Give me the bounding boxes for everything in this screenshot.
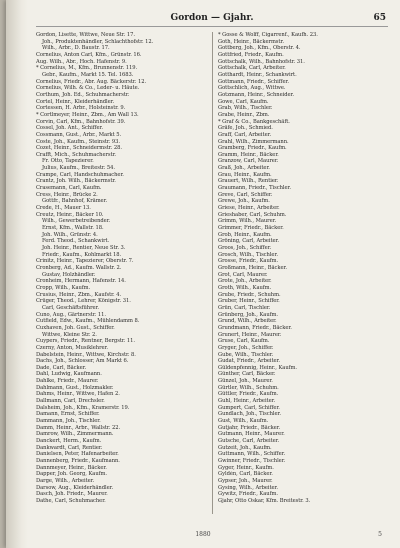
directory-entry: Cozet, Heinr., Schneidermstr. 28.: [36, 145, 122, 152]
directory-entry: Gowe, Carl, Kaufm.: [218, 98, 269, 105]
directory-entry: Gramm, Heinr., Bäcker.: [218, 151, 279, 158]
directory-entry: Gudat, Friedr., Arbeiter.: [218, 358, 281, 365]
directory-entry: Günther, Carl, Bäcker.: [218, 371, 276, 378]
directory-entry: Gotzmann, Heinr., Schneider.: [218, 91, 294, 98]
directory-entry: Gutmann, Heinr., Maurer.: [218, 431, 285, 438]
left-column: [36, 32, 208, 514]
directory-entry: Aug. Wilh., Abr., Hoch. Hafenstr. 9.: [36, 58, 127, 65]
directory-entry: Dathe, Carl, Schuhmacher.: [36, 497, 106, 504]
directory-entry: Grau, Heinr., Kaufm.: [218, 171, 272, 178]
directory-entry: Gebr., Kaufm., Markt 15. Tel. 1683.: [42, 71, 134, 78]
directory-entry: Dasch, Joh. Friedr., Maurer.: [36, 491, 108, 498]
directory-entry: Guhl, Heinr., Arbeiter.: [218, 398, 276, 405]
directory-entry: Czerny, Anton, Musiklehrer.: [36, 344, 109, 351]
directory-entry: Grube, Friedr., Schuhm.: [218, 291, 281, 298]
directory-entry: Cornelius, Anton Carl, Kfm., Grünstr. 16.: [36, 51, 142, 58]
directory-entry: Grund, Wilh., Arbeiter.: [218, 318, 277, 325]
directory-entry: Dannmeyer, Heinr., Bäcker.: [36, 464, 107, 471]
directory-entry: Gypser, Joh., Maurer.: [218, 477, 273, 484]
directory-entry: Crantz, Joh. Wilh., Bäckermstr.: [36, 178, 116, 185]
directory-entry: Grosch, Wilh., Tischler.: [218, 251, 278, 258]
directory-entry: Granzow, Carl, Maurer.: [218, 158, 279, 165]
directory-entry: Crusius, Heinr., Zbm., Kaufstr. 4.: [36, 291, 122, 298]
directory-entry: Gutjahr, Friedr., Bäcker.: [218, 424, 281, 431]
directory-entry: Cress, Heinr., Brücke 2.: [36, 191, 98, 198]
directory-entry: * Cornelius, M., Kfm., Brunnenstr. 119.: [36, 65, 138, 72]
directory-entry: Cossel, Joh. Ant., Schiffer.: [36, 125, 103, 132]
directory-entry: Cronberg, Ad., Kaufm. Wallstr. 2.: [36, 264, 122, 271]
directory-entry: Grabe, Heinr., Zbm.: [218, 111, 270, 118]
directory-entry: Dachs, Joh., Schlosser, Am Markt 6.: [36, 358, 129, 365]
directory-entry: Grünberg, Joh., Kaufm.: [218, 311, 278, 318]
directory-entry: Danielsen, Peter, Hafenarbeiter.: [36, 451, 119, 458]
running-head: Gordon — Gjahr.: [170, 13, 254, 23]
directory-entry: Wilh., Arbr., D. Baustr. 17.: [42, 45, 110, 52]
directory-entry: Gwinner, Friedr., Tischler.: [218, 458, 286, 464]
directory-entry: Grahl, Wilh., Zimmermann.: [218, 138, 289, 145]
directory-entry: Gräfe, Joh., Schmied.: [218, 125, 273, 132]
directory-entry: Guttmann, Wilh., Schiffer.: [218, 451, 286, 458]
directory-entry: Gruber, Heinr., Schiffer.: [218, 298, 280, 305]
directory-entry: Gywitz, Friedr., Kaufm.: [218, 491, 278, 498]
directory-entry: Creutz, Heinr., Bäcker 10.: [36, 211, 104, 218]
directory-entry: Wittwe, Kleine Str. 2.: [42, 331, 97, 338]
directory-entry: Grot, Carl, Maurer.: [218, 271, 268, 278]
directory-entry: Grün, Carl, Tischler.: [218, 304, 271, 311]
directory-entry: Corthum, Joh. Ed., Schuhmacherstr.: [36, 91, 130, 98]
directory-entry: Grunert, Heinr., Maurer.: [218, 331, 282, 338]
directory-entry: Cutfield, Edw., Kaufm., Mühlendamm 8.: [36, 318, 140, 325]
directory-entry: Großmann, Heinr., Bäcker.: [218, 264, 287, 271]
directory-entry: Gysing, Wilh., Arbeiter.: [218, 484, 278, 491]
directory-entry: Grewe, Joh., Kaufm.: [218, 198, 270, 205]
directory-entry: Grote, Joh., Arbeiter.: [218, 278, 272, 285]
directory-entry: Grauert, Wilh., Rentier.: [218, 178, 279, 185]
directory-entry: Gottfried, Friedr., Kaufm.: [218, 51, 284, 58]
directory-entry: Gürtler, Wilh., Schuhm.: [218, 384, 279, 391]
directory-entry: Griese, Heinr., Arbeiter.: [218, 205, 280, 212]
directory-entry: Gordon, Lisette, Wittwe, Neue Str. 17.: [36, 32, 135, 38]
directory-entry: Cornelius, Friedr., Abr. Aug. Bäckerstr. 12.: [36, 78, 147, 85]
directory-entry: Damrow, Wilh., Zimmermann.: [36, 431, 114, 438]
directory-entry: Cortel, Heinr., Kleiderhändler.: [36, 98, 115, 105]
directory-entry: Gustav, Holzhändler.: [42, 271, 96, 278]
directory-entry: Crasemann, Carl, Kaufm.: [36, 185, 102, 192]
directory-entry: Grab, Wilh., Tischler.: [218, 105, 273, 112]
directory-page: [6, 0, 400, 548]
directory-entry: Cuxhaven, Joh. Gust., Schiffer.: [36, 324, 115, 331]
directory-entry: Damann, Ernst, Schiffer.: [36, 411, 100, 418]
directory-entry: Gottmann, Friedr., Schiffer.: [218, 78, 289, 85]
directory-entry: Gumpert, Carl, Schiffer.: [218, 404, 280, 411]
directory-entry: Crüger, Theod., Lehrer, Königstr. 31.: [36, 298, 131, 305]
directory-entry: Güttler, Friedr., Kaufm.: [218, 391, 279, 398]
directory-entry: Grundmann, Friedr., Bäcker.: [218, 324, 292, 331]
directory-entry: Dapper, Joh. Georg, Kaufm.: [36, 471, 107, 478]
directory-entry: Joh. Wilh., Grünstr. 4.: [42, 231, 98, 238]
directory-entry: Corvin, Carl, Kfm., Bahnhofstr. 39.: [36, 118, 126, 125]
directory-entry: Darge, Wilh., Arbeiter.: [36, 477, 95, 484]
directory-entry: Graumann, Friedr., Tischler.: [218, 185, 291, 192]
directory-entry: Ernst, Kfm., Wallstr. 18.: [42, 225, 104, 232]
directory-entry: Ferd. Theod., Schankwirt.: [42, 238, 110, 245]
directory-entry: Gundlach, Joh., Tischler.: [218, 411, 281, 418]
directory-entry: Groos, Joh., Schiffer.: [218, 245, 272, 251]
directory-entry: Danckert, Herm., Kaufm.: [36, 438, 102, 445]
directory-entry: Grimmer, Friedr., Bäcker.: [218, 225, 284, 232]
directory-entry: Gyldén, Carl, Bäcker.: [218, 471, 273, 478]
directory-entry: Fr. Otto, Tapezierer.: [42, 158, 94, 165]
directory-entry: Julius, Kaufm., Breitestr. 54.: [42, 165, 116, 172]
directory-entry: Darsow, Aug., Kleiderhändler.: [36, 484, 114, 491]
directory-entry: Gottschlich, Aug., Wittwe.: [218, 85, 286, 92]
directory-entry: Gube, Wilh., Tischler.: [218, 351, 274, 358]
directory-entry: Cronheim, Hermann, Hafenstr. 14.: [36, 278, 126, 285]
column-divider: [212, 32, 213, 514]
directory-entry: Wilh., Gewerbetreibender.: [42, 218, 111, 225]
directory-entry: Carl, Geschäftsführer.: [42, 304, 99, 311]
directory-entry: Gottschalk, Carl, Arbeiter.: [218, 65, 286, 72]
directory-entry: Gottberg, Joh., Kfm., Oberstr. 4.: [218, 45, 301, 52]
directory-entry: Friedr., Kaufm., Kohlmarkt 18.: [42, 251, 122, 258]
directory-entry: Grob, Heinr., Kaufm.: [218, 231, 272, 238]
directory-entry: Cropp, Wilh., Kaufm.: [36, 284, 91, 291]
directory-entry: Crinitz, Heinr., Tapezierer, Oberstr. 7.: [36, 258, 134, 265]
directory-entry: Dade, Carl, Bäcker.: [36, 364, 87, 371]
directory-entry: Dahlmann, Gust., Holzmakler.: [36, 384, 114, 391]
directory-entry: Gjahr, Otto Oskar, Kfm. Breitestr. 3.: [218, 497, 311, 504]
directory-entry: Gryger, Joh., Schiffer.: [218, 344, 274, 351]
directory-entry: Greve, Carl, Schiffer.: [218, 191, 273, 198]
directory-entry: Joh. Heinr., Rentier, Neue Str. 3.: [42, 245, 126, 251]
directory-entry: Cossmann, Gust., Arbr., Markt 5.: [36, 131, 122, 138]
directory-entry: Cornelius, Wilh. & Co., Leder- u. Häute.: [36, 85, 140, 92]
directory-entry: Joh., Produktenhändler, Schlachthofstr. 12.: [42, 38, 154, 45]
directory-entry: Crampe, Carl, Handschuhmacher.: [36, 171, 124, 178]
directory-entry: Grimm, Wilh., Maurer.: [218, 218, 277, 225]
directory-entry: Damm, Heinr., Arbr., Wallstr. 22.: [36, 424, 121, 431]
directory-entry: Dalsheim, Joh., Kfm., Kramerstr. 19.: [36, 404, 130, 411]
directory-entry: Dallmann, Carl, Drechsler.: [36, 398, 105, 405]
directory-entry: Dammann, Joh., Tischler.: [36, 418, 101, 425]
directory-entry: * Cortlmeyer, Heinr., Zbm., Am Wall 13.: [36, 111, 139, 118]
directory-entry: Grosse, Friedr., Kaufm.: [218, 258, 279, 265]
footer-signature-mark: 5: [378, 531, 382, 538]
directory-entry: Gust, Wilh., Kaufm.: [218, 418, 269, 425]
directory-entry: Dabelstein, Heinr., Wittwe, Kirchstr. 8.: [36, 351, 136, 358]
directory-entry: Gottschalk, Wilh., Bahnhofstr. 31.: [218, 58, 305, 65]
directory-entry: Cuypers, Friedr., Rentner, Bergstr. 11.: [36, 338, 136, 345]
directory-entry: Gramberg, Friedr., Kaufm.: [218, 145, 287, 152]
directory-entry: Gutzeit, Joh., Kaufm.: [218, 444, 272, 451]
directory-entry: Gröning, Carl, Arbeiter.: [218, 238, 279, 245]
directory-entry: Grieshaber, Carl, Schuhm.: [218, 211, 287, 218]
directory-entry: * Gosse & Wolff, Cigarrenf., Kaufh. 23.: [218, 32, 318, 38]
directory-entry: Güldenpfennig, Heinr., Kaufm.: [218, 364, 297, 371]
directory-entry: Dahms, Heinr., Wittwe, Hafen 2.: [36, 391, 120, 398]
footer-year: 1880: [195, 531, 211, 538]
directory-entry: * Graf & Co., Bankgeschäft.: [218, 118, 290, 125]
directory-entry: Graß, Joh., Arbeiter.: [218, 165, 270, 172]
directory-entry: Graff, Carl, Arbeiter.: [218, 131, 272, 138]
directory-entry: Cuno, Aug., Gärtnerstr. 11.: [36, 311, 106, 318]
directory-entry: Gutsche, Carl, Arbeiter.: [218, 438, 280, 445]
directory-entry: Groth, Wilh., Kaufm.: [218, 284, 272, 291]
directory-entry: Dahlke, Friedr., Maurer.: [36, 378, 99, 385]
directory-entry: Günzel, Joh., Maurer.: [218, 378, 273, 385]
directory-entry: Cortessen, H. Arbr., Holsteinstr. 9.: [36, 105, 126, 112]
page-number: 65: [373, 13, 386, 23]
directory-entry: Crede, H., Mauer 13.: [36, 205, 91, 212]
directory-entry: Coste, Joh., Kaufm., Steinstr. 93.: [36, 138, 121, 145]
directory-entry: Gottfr., Bahnhof, Krämer.: [42, 198, 108, 205]
directory-entry: Dankwardt, Carl, Rentier.: [36, 444, 103, 451]
right-column: [218, 32, 390, 514]
directory-entry: Goth, Heinr., Bäckermstr.: [218, 38, 284, 45]
directory-entry: Gruse, Carl, Kaufm.: [218, 338, 270, 345]
directory-entry: Dannenberg, Friedr., Kaufmann.: [36, 458, 120, 464]
directory-entry: Dahl, Ludwig, Kaufmann.: [36, 371, 102, 378]
directory-entry: Gotthardt, Heinr., Schankwirt.: [218, 71, 297, 78]
directory-entry: Crafft, Mich., Schuhmacherstr.: [36, 151, 117, 158]
directory-entry: Gyger, Heinr., Kaufm.: [218, 464, 274, 471]
page-header: [36, 12, 388, 27]
page-binding: [6, 0, 28, 548]
